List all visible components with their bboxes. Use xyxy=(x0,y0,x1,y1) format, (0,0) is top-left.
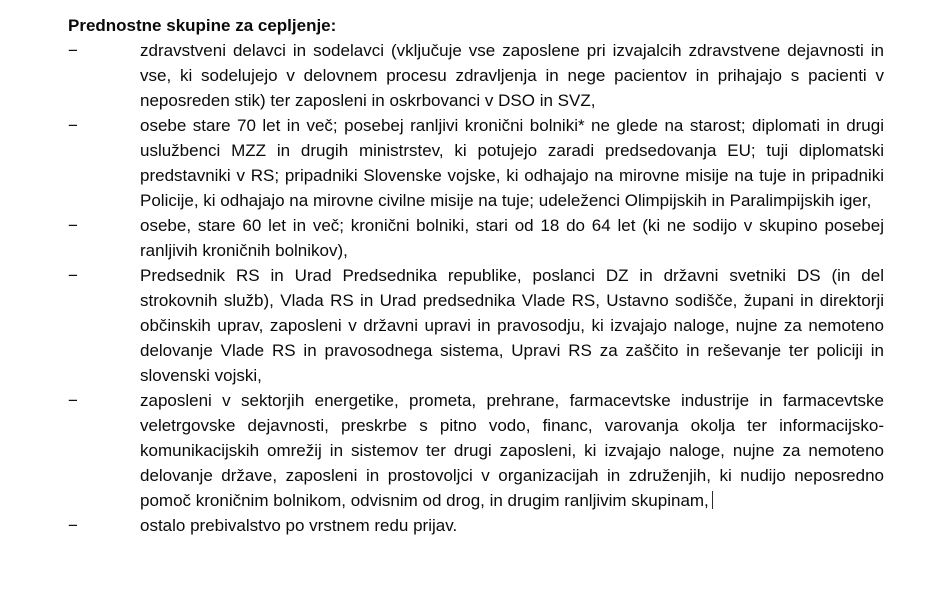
list-item-text[interactable]: ostalo prebivalstvo po vrstnem redu prijav. xyxy=(140,516,458,535)
list-item xyxy=(68,513,884,538)
list-item-text[interactable]: zaposleni v sektorjih energetike, prometa, prehrane, farmacevtske industrije in farmacevtske veletrgovske dejavnosti, preskrbe s pitno vodo, financ, varovanja okolja ter informacijsko-komunikacijskih omrežij in sistemov ter drugi zaposleni, ki izvajajo naloge, nujne za nemoteno delovanje države, zaposleni in prostovoljci v organizacijah in združenjih, ki nudijo neposredno pomoč kroničnim bolnikom, odvisnim od drog, in drugim ranljivim skupinam, xyxy=(140,391,884,510)
text-cursor xyxy=(712,491,713,509)
list-item-text[interactable]: osebe stare 70 let in več; posebej ranljivi kronični bolniki* ne glede na starost; diplomati in drugi uslužbenci MZZ in drugih ministrstev, ki potujejo zaradi predsedovanja EU; tuji diplomatski predstavniki v RS; pripadniki Slovenske vojske, ki odhajajo na mirovne misije na tuje in pripadniki Policije, ki odhajajo na mirovne civilne misije na tuje; udeleženci Olimpijskih in Paralimpijskih iger, xyxy=(140,116,884,210)
list-item-text[interactable]: osebe, stare 60 let in več; kronični bolniki, stari od 18 do 64 let (ki ne sodijo v skupino posebej ranljivih kroničnih bolnikov), xyxy=(140,216,884,260)
list-item xyxy=(68,213,884,263)
bullet-dash-marker: − xyxy=(68,516,78,535)
list-item xyxy=(68,263,884,388)
document-title[interactable]: Prednostne skupine za cepljenje: xyxy=(68,16,337,35)
list-item xyxy=(68,113,884,213)
bullet-dash-marker: − xyxy=(68,41,78,60)
bullet-dash-marker: − xyxy=(68,391,78,410)
priority-list xyxy=(68,38,884,538)
list-item xyxy=(68,388,884,513)
list-item-text[interactable]: zdravstveni delavci in sodelavci (vključuje vse zaposlene pri izvajalcih zdravstvene dejavnosti in vse, ki sodelujejo v delovnem procesu zdravljenja in nege pacientov in prihajajo s pacienti v neposreden stik) ter zaposleni in oskrbovanci v DSO in SVZ, xyxy=(140,41,884,110)
bullet-dash-marker: − xyxy=(68,216,78,235)
bullet-dash-marker: − xyxy=(68,116,78,135)
bullet-dash-marker: − xyxy=(68,266,78,285)
list-item-text[interactable]: Predsednik RS in Urad Predsednika republike, poslanci DZ in državni svetniki DS (in del strokovnih služb), Vlada RS in Urad predsednika Vlade RS, Ustavno sodišče, župani in direktorji občinskih uprav, zaposleni v državni upravi in pravosodju, ki izvajajo naloge, nujne za nemoteno delovanje Vlade RS in pravosodnega sistema, Upravi RS za zaščito in reševanje ter policiji in slovenski vojski, xyxy=(140,266,884,385)
list-item xyxy=(68,38,884,113)
